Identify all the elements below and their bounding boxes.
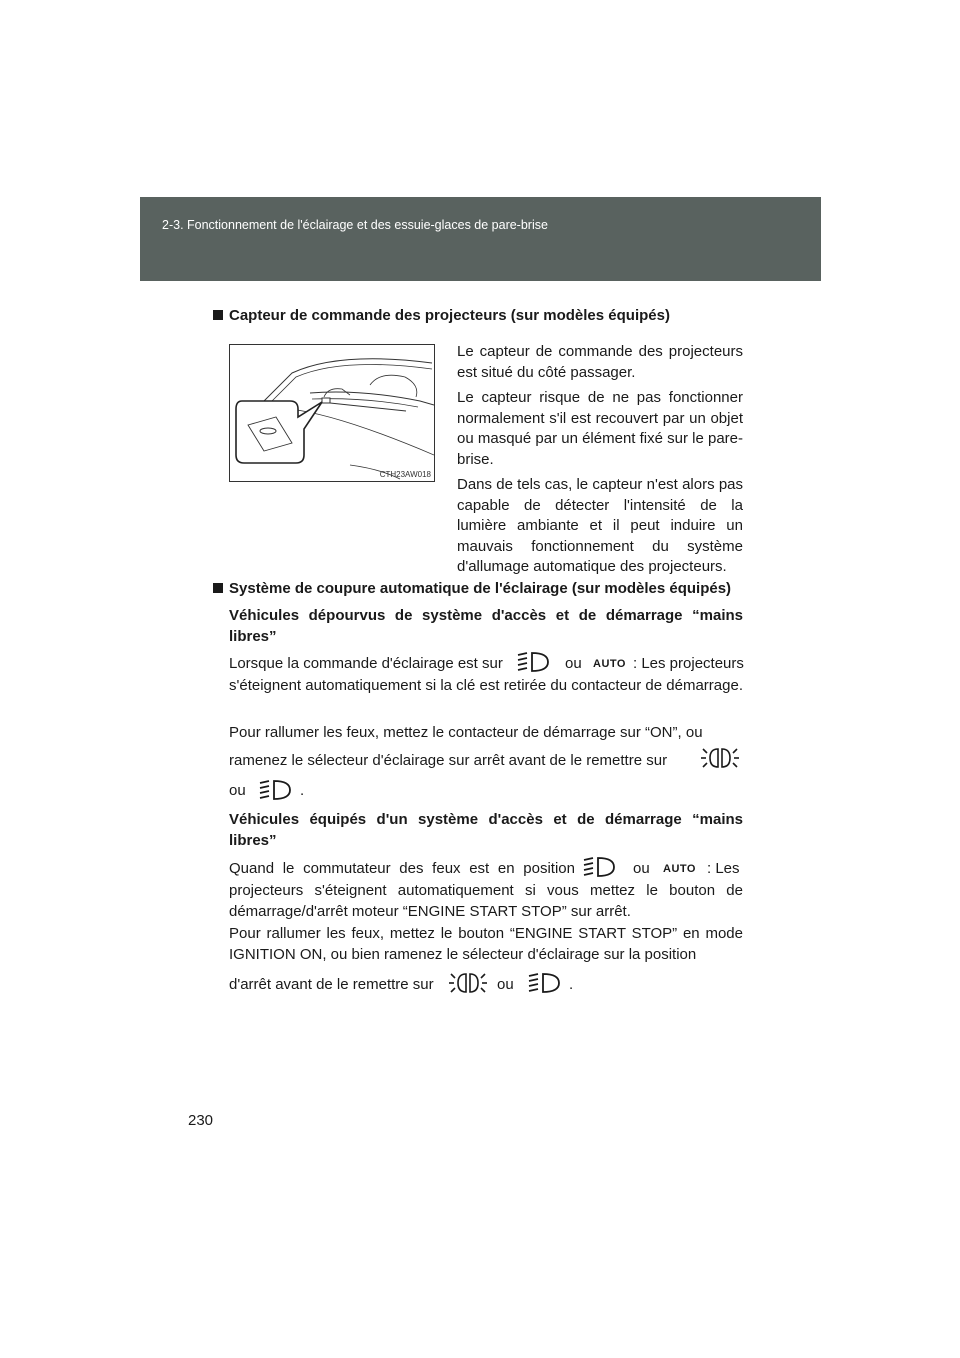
text-line: : Les bbox=[707, 860, 740, 877]
text-line: Pour rallumer les feux, mettez le contacteur de démarrage sur “ON”, ou bbox=[229, 724, 703, 741]
headlight-icon bbox=[582, 856, 616, 878]
parking-light-icon bbox=[448, 970, 488, 996]
text-period: . bbox=[300, 782, 305, 799]
section-title-sensor bbox=[213, 307, 670, 324]
page-number: 230 bbox=[188, 1112, 214, 1129]
auto-mark: AUTO bbox=[663, 863, 696, 875]
figure-code: CTH23AW018 bbox=[379, 470, 431, 479]
breadcrumb: 2-3. Fonctionnement de l'éclairage et des essuie-glaces de pare-brise bbox=[162, 218, 548, 232]
bullet-square-icon bbox=[213, 583, 223, 593]
auto-mark: AUTO bbox=[593, 658, 626, 670]
header-band bbox=[140, 197, 821, 281]
paragraph-relight: Pour rallumer les feux, mettez le bouton “ENGINE START STOP” en mode IGNITION ON, ou bien ramenez le sélecteur d'éclairage sur la position bbox=[229, 925, 743, 963]
text-or: ou bbox=[633, 860, 650, 877]
text-line: Quand le commutateur des feux est en position bbox=[229, 860, 575, 877]
text-period: . bbox=[569, 976, 574, 993]
paragraph-sensor-malfunction: Dans de tels cas, le capteur n'est alors pas capable de détecter l'intensité de la lumière ambiante et il peut induire un mauvais fonctionnement du système d'allumage automatique des projecteurs. bbox=[457, 476, 743, 575]
headlight-icon bbox=[516, 651, 550, 673]
windshield-sensor-drawing bbox=[230, 345, 435, 482]
subheading-with-smart-key: Véhicules équipés d'un système d'accès et de démarrage “mains libres” bbox=[229, 811, 743, 849]
section-title-auto-off bbox=[213, 580, 731, 597]
paragraph-sensor-cover-warning: Le capteur risque de ne pas fonctionner normalement s'il est recouvert par un objet ou masqué par un élément fixé sur le pare-brise. bbox=[457, 389, 743, 468]
text-or: ou bbox=[497, 976, 514, 993]
text-or: ou bbox=[565, 655, 582, 672]
section-title-text: Capteur de commande des projecteurs (sur modèles équipés) bbox=[229, 307, 670, 324]
text-or: ou bbox=[229, 782, 246, 799]
paragraph-auto-off-key: s'éteignent automatiquement si la clé est retirée du contacteur de démarrage. bbox=[229, 677, 743, 694]
headlight-icon bbox=[527, 972, 561, 994]
text-line: ramenez le sélecteur d'éclairage sur arrêt avant de le remettre sur bbox=[229, 752, 668, 769]
paragraph-sensor-location: Le capteur de commande des projecteurs est situé du côté passager. bbox=[457, 343, 743, 381]
text-line: d'arrêt avant de le remettre sur bbox=[229, 976, 434, 993]
text-line: Lorsque la commande d'éclairage est sur bbox=[229, 655, 503, 672]
sensor-illustration bbox=[229, 344, 435, 482]
subheading-without-smart-key: Véhicules dépourvus de système d'accès et de démarrage “mains libres” bbox=[229, 607, 743, 645]
parking-light-icon bbox=[700, 745, 740, 771]
paragraph-auto-off-button: projecteurs s'éteignent automatiquement si vous mettez le bouton de démarrage/d'arrêt moteur “ENGINE START STOP” sur arrêt. bbox=[229, 882, 743, 920]
bullet-square-icon bbox=[213, 310, 223, 320]
section-title-text: Système de coupure automatique de l'éclairage (sur modèles équipés) bbox=[229, 580, 732, 597]
headlight-icon bbox=[258, 779, 292, 801]
text-line: : Les projecteurs bbox=[633, 655, 744, 672]
